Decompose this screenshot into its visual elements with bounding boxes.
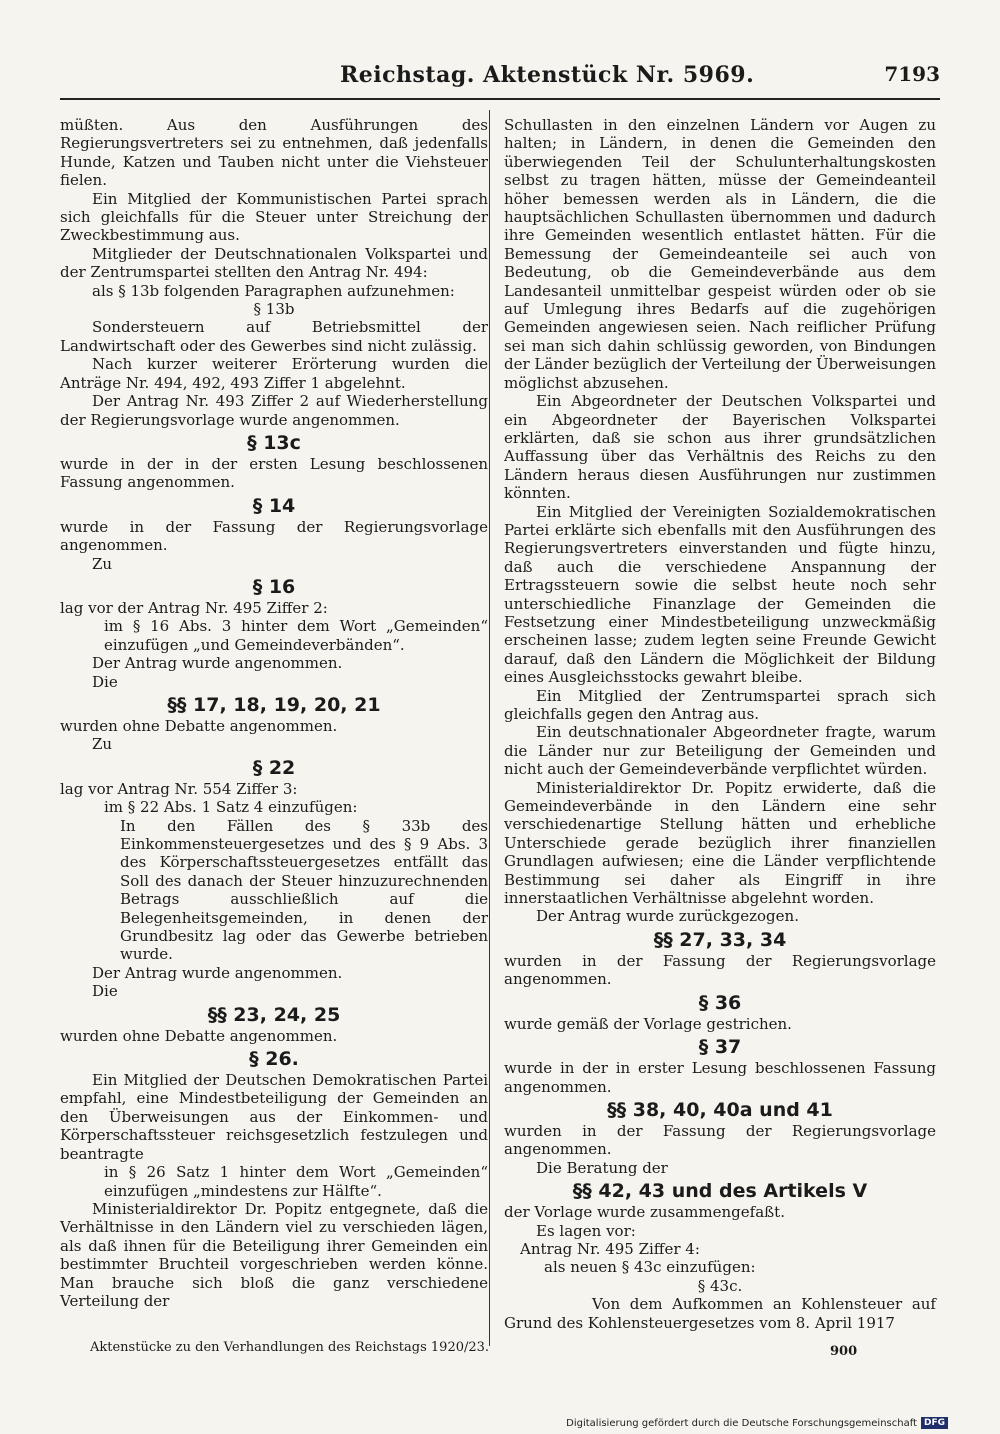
- paragraph: wurden ohne Debatte angenommen.: [60, 716, 338, 735]
- paragraph: Ein deutschnationaler Abgeordneter fragte, warum die Länder nur zur Beteiligung der Gemeinden und nicht auch der Gemeindeverbände verpflichtet würden.: [504, 723, 936, 779]
- section-heading: § 14: [252, 494, 296, 517]
- paragraph: wurde in der in erster Lesung beschlossenen Fassung angenommen.: [504, 1059, 936, 1096]
- paragraph: als neuen § 43c einzufügen:: [544, 1258, 756, 1277]
- quoted-amendment: im § 16 Abs. 3 hinter dem Wort „Gemeinden“ einzufügen „und Gemeindeverbänden“.: [104, 617, 488, 654]
- paragraph-heading: § 43c.: [697, 1276, 743, 1295]
- header-rule: [60, 98, 940, 100]
- paragraph: der Vorlage wurde zusammengefaßt.: [504, 1203, 785, 1222]
- paragraph: Ein Mitglied der Vereinigten Sozialdemokratischen Partei erklärte sich ebenfalls mit den Ausführungen des Regierungsvertreters einverstanden und fügte hinzu, daß auch die verschiedene Anspannung der Ertragssteuern sowie die selbst heute noch sehr unterschiedliche Finanzlage der Gemeinden die Festsetzung einer Mindestbeteiligung unzweckmäßig erscheinen lasse; zudem legten seine Freunde Gewicht darauf, daß den Ländern die Möglichkeit der Bildung eines Ausgleichsstocks gewahrt bleibe.: [504, 502, 936, 687]
- footer-note: Aktenstücke zu den Verhandlungen des Reichstags 1920/23.: [90, 1340, 490, 1355]
- section-heading: § 22: [252, 756, 296, 779]
- section-heading: § 26.: [249, 1048, 299, 1071]
- section-heading: § 37: [698, 1036, 742, 1059]
- section-heading: § 36: [698, 991, 742, 1014]
- paragraph: Zu: [92, 554, 113, 573]
- paragraph: Die: [92, 982, 118, 1001]
- paragraph: im § 22 Abs. 1 Satz 4 einzufügen:: [104, 798, 358, 817]
- digitization-credit: [566, 1417, 948, 1429]
- paragraph: Mitglieder der Deutschnationalen Volkspartei und der Zentrumspartei stellten den Antrag Nr. 494:: [60, 244, 488, 282]
- page-header: [60, 62, 940, 102]
- paragraph: Es lagen vor:: [536, 1221, 636, 1240]
- paragraph: Die: [92, 672, 118, 691]
- section-heading: §§ 23, 24, 25: [207, 1003, 341, 1026]
- paragraph: Der Antrag wurde angenommen.: [92, 654, 343, 673]
- quoted-amendment: in § 26 Satz 1 hinter dem Wort „Gemeinden“ einzufügen „mindestens zur Hälfte“.: [104, 1163, 488, 1200]
- paragraph: Nach kurzer weiterer Erörterung wurden die Anträge Nr. 494, 492, 493 Ziffer 1 abgelehnt.: [60, 355, 488, 392]
- paragraph-heading: § 13b: [253, 300, 295, 319]
- paragraph: Ministerialdirektor Dr. Popitz entgegnete, daß die Verhältnisse in den Ländern viel zu verschieden lägen, als daß ihnen für die Beteiligung ihrer Gemeinden ein bestimmter Bruchteil vorgeschrieben werden könne. Man brauche sich bloß die ganz verschiedene Verteilung der: [60, 1199, 488, 1310]
- left-column: [60, 116, 488, 1310]
- paragraph: wurden in der Fassung der Regierungsvorlage angenommen.: [504, 951, 936, 989]
- quoted-amendment: In den Fällen des § 33b des Einkommensteuergesetzes und des § 9 Abs. 3 des Körperschaftssteuergesetzes entfällt das Soll des danach der Steuer hinzuzurechnenden Betrags ausschließlich auf die Belegenheitsgemeinden, in denen der Grundbesitz lag oder das Gewerbe betrieben wurde.: [120, 816, 488, 964]
- column-divider: [489, 110, 490, 1346]
- paragraph: wurde in der Fassung der Regierungsvorlage angenommen.: [60, 517, 488, 555]
- sheet-number: 900: [830, 1344, 858, 1359]
- digitization-text: Digitalisierung gefördert durch die Deutsche Forschungsgemeinschaft: [566, 1417, 917, 1429]
- paragraph: Ein Mitglied der Zentrumspartei sprach sich gleichfalls gegen den Antrag aus.: [504, 686, 936, 723]
- paragraph: als § 13b folgenden Paragraphen aufzunehmen:: [92, 281, 455, 300]
- paragraph: Schullasten in den einzelnen Ländern vor Augen zu halten; in Ländern, in denen die Gemeinden den überwiegenden Teil der Schulunterhaltungskosten selbst zu tragen hätten, müsse der Gemeindeanteil höher bemessen werden als in Ländern, die die hauptsächlichen Schullasten übernommen und dadurch ihre Gemeinden wesentlich entlastet hätten. Für die Bemessung der Gemeindeanteile sei auch von Bedeutung, ob die Gemeindeverbände aus dem Landesanteil unmittelbar gespeist würden oder ob sie auf Umlegung ihres Bedarfs auf die zugehörigen Gemeinden angewiesen seien. Nach reiflicher Prüfung sei man sich dahin schlüssig geworden, von Bindungen der Länder bezüglich der Verteilung der Überweisungen möglichst abzusehen.: [504, 116, 936, 392]
- paragraph: Antrag Nr. 495 Ziffer 4:: [520, 1239, 700, 1258]
- paragraph: Der Antrag wurde zurückgezogen.: [536, 907, 799, 926]
- paragraph: lag vor der Antrag Nr. 495 Ziffer 2:: [60, 598, 328, 617]
- paragraph: Ministerialdirektor Dr. Popitz erwiderte, daß die Gemeindeverbände in den Ländern eine sehr verschiedenartige Stellung hätten und erhebliche Unterschiede gerade bezüglich ihrer finanziellen Grundlagen aufwiesen; eine die Länder verpflichtende Bestimmung sei daher als Eingriff in ihre innerstaatlichen Verhältnisse abgelehnt worden.: [504, 778, 936, 908]
- running-title: Reichstag. Aktenstück Nr. 5969.: [340, 62, 755, 88]
- paragraph: Zu: [92, 735, 113, 754]
- paragraph: Sondersteuern auf Betriebsmittel der Landwirtschaft oder des Gewerbes sind nicht zulässig.: [60, 318, 488, 355]
- section-heading: §§ 17, 18, 19, 20, 21: [167, 693, 381, 716]
- section-heading: § 16: [252, 575, 296, 598]
- paragraph: lag vor Antrag Nr. 554 Ziffer 3:: [60, 779, 298, 798]
- paragraph: müßten. Aus den Ausführungen des Regierungsvertreters sei zu entnehmen, daß jedenfalls Hunde, Katzen und Tauben nicht unter die Viehsteuer fielen.: [60, 116, 488, 190]
- paragraph: wurde in der in der ersten Lesung beschlossenen Fassung angenommen.: [60, 454, 488, 492]
- section-heading: §§ 42, 43 und des Artikels V: [572, 1180, 868, 1203]
- paragraph: Ein Mitglied der Kommunistischen Partei sprach sich gleichfalls für die Steuer unter Streichung der Zweckbestimmung aus.: [60, 189, 488, 245]
- right-column: [504, 116, 936, 1332]
- quoted-amendment: Von dem Aufkommen an Kohlensteuer auf Grund des Kohlensteuergesetzes vom 8. April 1917: [504, 1295, 936, 1332]
- dfg-logo: DFG: [921, 1417, 948, 1429]
- paragraph: Der Antrag Nr. 493 Ziffer 2 auf Wiederherstellung der Regierungsvorlage wurde angenommen.: [60, 392, 488, 429]
- paragraph: Der Antrag wurde angenommen.: [92, 963, 343, 982]
- paragraph: wurde gemäß der Vorlage gestrichen.: [504, 1014, 792, 1033]
- page-number: 7193: [884, 62, 940, 86]
- section-heading: §§ 27, 33, 34: [653, 928, 787, 951]
- paragraph: Die Beratung der: [536, 1158, 668, 1177]
- section-heading: §§ 38, 40, 40a und 41: [607, 1098, 833, 1121]
- section-heading: § 13c: [247, 431, 301, 454]
- paragraph: Ein Abgeordneter der Deutschen Volkspartei und ein Abgeordneter der Bayerischen Volkspartei erklärten, daß sie schon aus ihrer grundsätzlichen Auffassung über das Verhältnis des Reichs zu den Ländern heraus diesen Ausführungen nur zustimmen könnten.: [504, 392, 936, 503]
- paragraph: wurden ohne Debatte angenommen.: [60, 1026, 338, 1045]
- paragraph: wurden in der Fassung der Regierungsvorlage angenommen.: [504, 1121, 936, 1159]
- paragraph: Ein Mitglied der Deutschen Demokratischen Partei empfahl, eine Mindestbeteiligung der Gemeinden an den Überweisungen aus der Einkommen- und Körperschaftssteuer reichsgesetzlich festzulegen und beantragte: [60, 1071, 488, 1163]
